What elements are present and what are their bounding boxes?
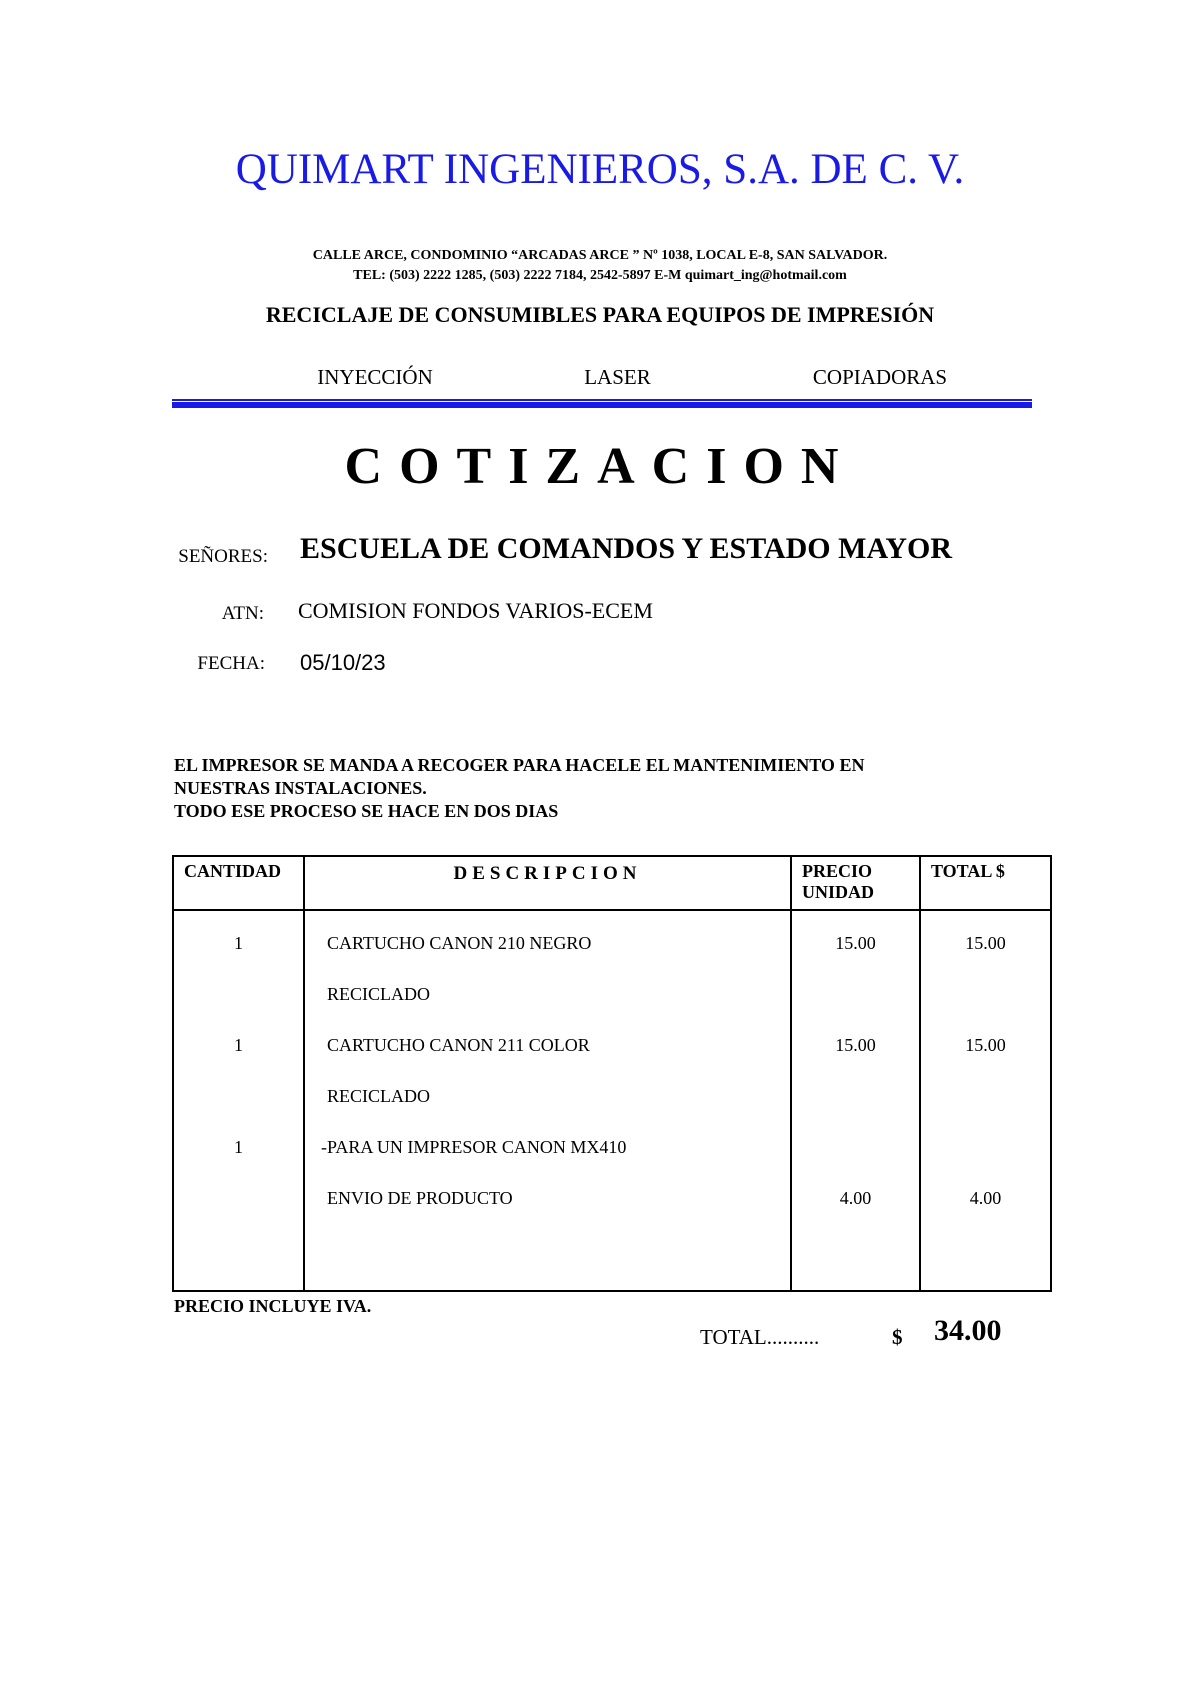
- col-header-unit-price: PRECIO UNIDAD: [791, 856, 920, 910]
- cell-qty: [173, 1188, 304, 1239]
- note-line: NUESTRAS INSTALACIONES.: [174, 778, 427, 798]
- service-laser: LASER: [584, 365, 651, 389]
- note-line: TODO ESE PROCESO SE HACE EN DOS DIAS: [174, 801, 559, 821]
- table-header-row: [173, 856, 1051, 910]
- cell-total: 15.00: [920, 910, 1051, 984]
- cell-description: CARTUCHO CANON 211 COLOR: [304, 1035, 791, 1086]
- grand-total-currency: $: [892, 1325, 903, 1349]
- cell-qty: [173, 984, 304, 1035]
- table-row: [173, 1239, 1051, 1291]
- company-contact: TEL: (503) 2222 1285, (503) 2222 7184, 2542-5897 E-M quimart_ing@hotmail.com: [353, 268, 847, 283]
- cell-total: [920, 1239, 1051, 1291]
- cell-unit-price: 15.00: [791, 910, 920, 984]
- company-name: QUIMART INGENIEROS, S.A. DE C. V.: [235, 146, 965, 193]
- cell-total: 15.00: [920, 1035, 1051, 1086]
- service-inyeccion: INYECCIÓN: [317, 365, 433, 389]
- cell-unit-price: [791, 1137, 920, 1188]
- cell-qty: 1: [173, 1035, 304, 1086]
- cell-description: -PARA UN IMPRESOR CANON MX410: [304, 1137, 791, 1188]
- note-line: EL IMPRESOR SE MANDA A RECOGER PARA HACELE EL MANTENIMIENTO EN: [174, 755, 865, 775]
- cell-unit-price: [791, 1239, 920, 1291]
- cell-description: CARTUCHO CANON 210 NEGRO: [304, 910, 791, 984]
- cell-total: [920, 1137, 1051, 1188]
- cell-unit-price: 15.00: [791, 1035, 920, 1086]
- cell-description: ENVIO DE PRODUCTO: [304, 1188, 791, 1239]
- cell-qty: 1: [173, 910, 304, 984]
- grand-total-label: TOTAL..........: [700, 1325, 820, 1349]
- cell-qty: [173, 1086, 304, 1137]
- table-row: [173, 1188, 1051, 1239]
- company-tagline: RECICLAJE DE CONSUMIBLES PARA EQUIPOS DE IMPRESIÓN: [265, 302, 935, 327]
- header-divider-thick: [172, 402, 1032, 408]
- cell-description: [304, 1239, 791, 1291]
- cell-unit-price: [791, 1086, 920, 1137]
- company-address: CALLE ARCE, CONDOMINIO “ARCADAS ARCE ” Nº 1038, LOCAL E-8, SAN SALVADOR.: [312, 248, 888, 263]
- cell-total: [920, 1086, 1051, 1137]
- attn-value: COMISION FONDOS VARIOS-ECEM: [298, 598, 653, 623]
- table-row: [173, 910, 1051, 984]
- service-note: [174, 754, 864, 823]
- quote-items-table: [172, 855, 1052, 1292]
- iva-note: PRECIO INCLUYE IVA.: [174, 1296, 372, 1316]
- document-title: COTIZACION: [344, 438, 856, 495]
- table-row: [173, 984, 1051, 1035]
- grand-total-value: 34.00: [934, 1314, 1002, 1347]
- header-divider-thin: [172, 399, 1032, 401]
- attn-label: ATN:: [221, 603, 264, 624]
- col-header-total: TOTAL $: [920, 856, 1051, 910]
- col-header-qty: CANTIDAD: [173, 856, 304, 910]
- table-row: [173, 1035, 1051, 1086]
- recipient-label: SEÑORES:: [178, 546, 268, 567]
- table-row: [173, 1137, 1051, 1188]
- cell-unit-price: [791, 984, 920, 1035]
- cell-description: RECICLADO: [304, 1086, 791, 1137]
- service-copiadoras: COPIADORAS: [812, 365, 948, 389]
- col-header-desc: DESCRIPCION: [304, 856, 791, 910]
- cell-total: [920, 984, 1051, 1035]
- date-value: 05/10/23: [300, 650, 386, 675]
- cell-description: RECICLADO: [304, 984, 791, 1035]
- cell-unit-price: 4.00: [791, 1188, 920, 1239]
- recipient-name: ESCUELA DE COMANDOS Y ESTADO MAYOR: [300, 532, 953, 565]
- date-label: FECHA:: [197, 653, 265, 674]
- table-row: [173, 1086, 1051, 1137]
- cell-total: 4.00: [920, 1188, 1051, 1239]
- cell-qty: 1: [173, 1137, 304, 1188]
- cell-qty: [173, 1239, 304, 1291]
